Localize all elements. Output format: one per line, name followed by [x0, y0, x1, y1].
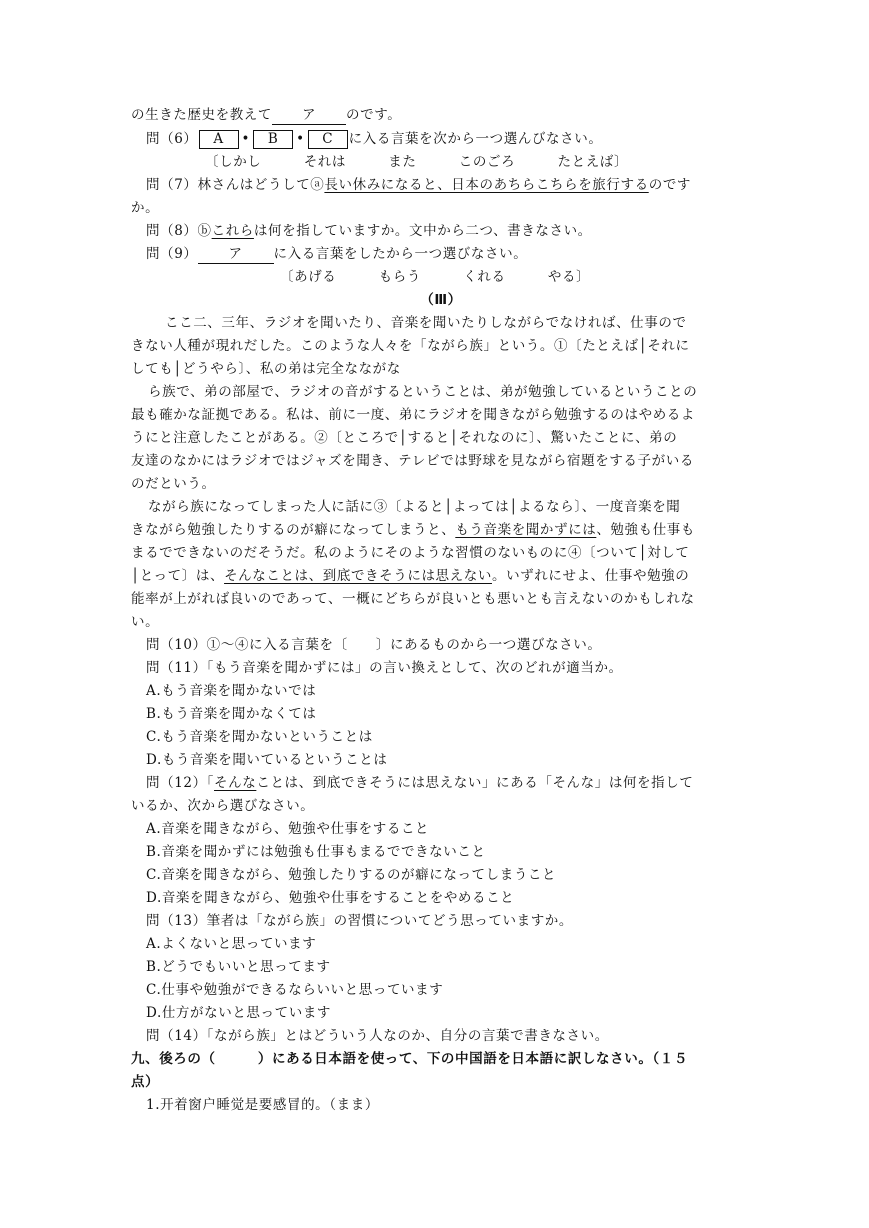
translation-item: 1.开着窗户睡觉是要感冒的。（まま）	[146, 1097, 379, 1113]
answer-blank: ア	[272, 106, 346, 125]
section-heading-9-cont: 点）	[131, 1074, 160, 1090]
question-8: 問（8）ⓑこれらは何を指していますか。文中から二つ、書きなさい。	[146, 223, 592, 239]
separator-dot: •	[296, 131, 305, 147]
underlined-phrase-b: これら	[211, 223, 254, 239]
passage-line: ながら族になってしまった人に話に③〔よると│よっては│よるなら〕、一度音楽を聞	[148, 499, 681, 515]
passage-line: 友達のなかにはラジオではジャズを聞き、テレビでは野球を見ながら宿題をする子がいる	[131, 453, 694, 469]
underlined-phrase: そんなことは、到底できそうには思えない	[224, 568, 492, 584]
option-b: B.もう音楽を聞かなくては	[146, 706, 317, 722]
separator-dot: •	[241, 131, 251, 147]
question-6-choices: 〔しかし それは また このごろ たとえば〕	[205, 154, 629, 170]
option-a: A.よくないと思っています	[146, 936, 317, 952]
underlined-phrase-a: 長い休みになると、日本のあちらこちらを旅行する	[324, 177, 649, 193]
passage-line: 最も確かな証拠である。私は、前に一度、弟にラジオを聞きながら勉強するのはやめるよ	[131, 407, 695, 423]
option-b: B.音楽を聞かずには勉強も仕事もまるでできないこと	[146, 844, 486, 860]
answer-blank: ア	[198, 245, 274, 264]
passage-line: しても│どうやら〕、私の弟は完全なながな	[131, 361, 401, 377]
box-b: B	[253, 130, 293, 149]
question-11: 問（11）「もう音楽を聞かずには」の言い換えとして、次のどれが適当か。	[146, 660, 623, 676]
passage-line: ここ二、三年、ラジオを聞いたり、音楽を聞いたりしながらでなければ、仕事ので	[165, 315, 687, 331]
question-9-choices: 〔あげる もらう くれる やる〕	[280, 269, 591, 285]
question-10: 問（10）①～④に入る言葉を〔 〕にあるものから一つ選びなさい。	[146, 637, 602, 653]
passage-line: まるでできないのだそうだ。私のようにそのような習慣のないものに④〔ついて│対して	[131, 545, 690, 561]
question-6: 問（6） A • B • C に入る言葉を次から一つ選んびなさい。	[146, 128, 786, 150]
underlined-word: そんな	[214, 775, 257, 791]
passage-line: きない人種が現れだした。このような人々を「ながら族」という。①〔たとえば│それに	[131, 338, 690, 354]
passage-line: うにと注意したことがある。②〔ところで│すると│それなのに〕、驚いたことに、弟の	[131, 430, 678, 446]
passage-line: │とって〕は、そんなことは、到底できそうには思えない。いずれにせよ、仕事や勉強の	[131, 568, 690, 584]
option-a: A.音楽を聞きながら、勉強や仕事をすること	[146, 821, 430, 837]
box-a: A	[199, 130, 239, 149]
marker-a: ⓐ	[310, 177, 325, 193]
option-a: A.もう音楽を聞かないでは	[146, 683, 317, 699]
passage-line: きながら勉強したりするのが癖になってしまうと、もう音楽を聞かずには、勉強も仕事も	[131, 522, 696, 538]
passage-line: のだという。	[131, 476, 216, 492]
line-1: の生きた歴史を教えて ア のです。	[131, 107, 402, 123]
passage-line: 能率が上がれば良いのであって、一概にどちらが良いとも悪いとも言えないのかもしれな	[131, 591, 695, 607]
question-12-cont: いるか、次から選びなさい。	[131, 798, 315, 814]
option-d: D.もう音楽を聞いているということは	[146, 752, 388, 768]
section-heading-3: （Ⅲ）	[420, 292, 462, 308]
option-c: C.仕事や勉強ができるならいいと思っています	[146, 982, 444, 998]
option-c: C.音楽を聞きながら、勉強したりするのが癖になってしまうこと	[146, 867, 557, 883]
question-12: 問（12）「そんなことは、到底できそうには思えない」にある「そんな」は何を指して	[146, 775, 694, 791]
option-d: D.仕方がないと思っています	[146, 1005, 332, 1021]
question-13: 問（13）筆者は「ながら族」の習慣についてどう思っていますか。	[146, 913, 574, 929]
underlined-phrase: もう音楽を聞かずには	[455, 522, 597, 538]
question-7-cont: か。	[131, 200, 160, 216]
passage-line: ら族で、弟の部屋で、ラジオの音がするということは、弟が勉強しているということの	[148, 384, 698, 400]
option-c: C.もう音楽を聞かないということは	[146, 729, 373, 745]
option-b: B.どうでもいいと思ってます	[146, 959, 331, 975]
passage-line: い。	[131, 614, 160, 630]
box-c: C	[308, 130, 348, 149]
marker-b: ⓑ	[197, 223, 212, 239]
question-7: 問（7）林さんはどうしてⓐ長い休みになると、日本のあちらこちらを旅行するのです	[146, 177, 692, 193]
question-14: 問（14）「ながら族」とはどういう人なのか、自分の言葉で書きなさい。	[146, 1028, 609, 1044]
question-9: 問（9） ア に入る言葉をしたから一つ選びなさい。	[146, 246, 528, 262]
section-heading-9: 九、後ろの（ ）にある日本語を使って、下の中国語を日本語に訳しなさい。（１５	[131, 1051, 688, 1067]
option-d: D.音楽を聞きながら、勉強や仕事をすることをやめること	[146, 890, 515, 906]
